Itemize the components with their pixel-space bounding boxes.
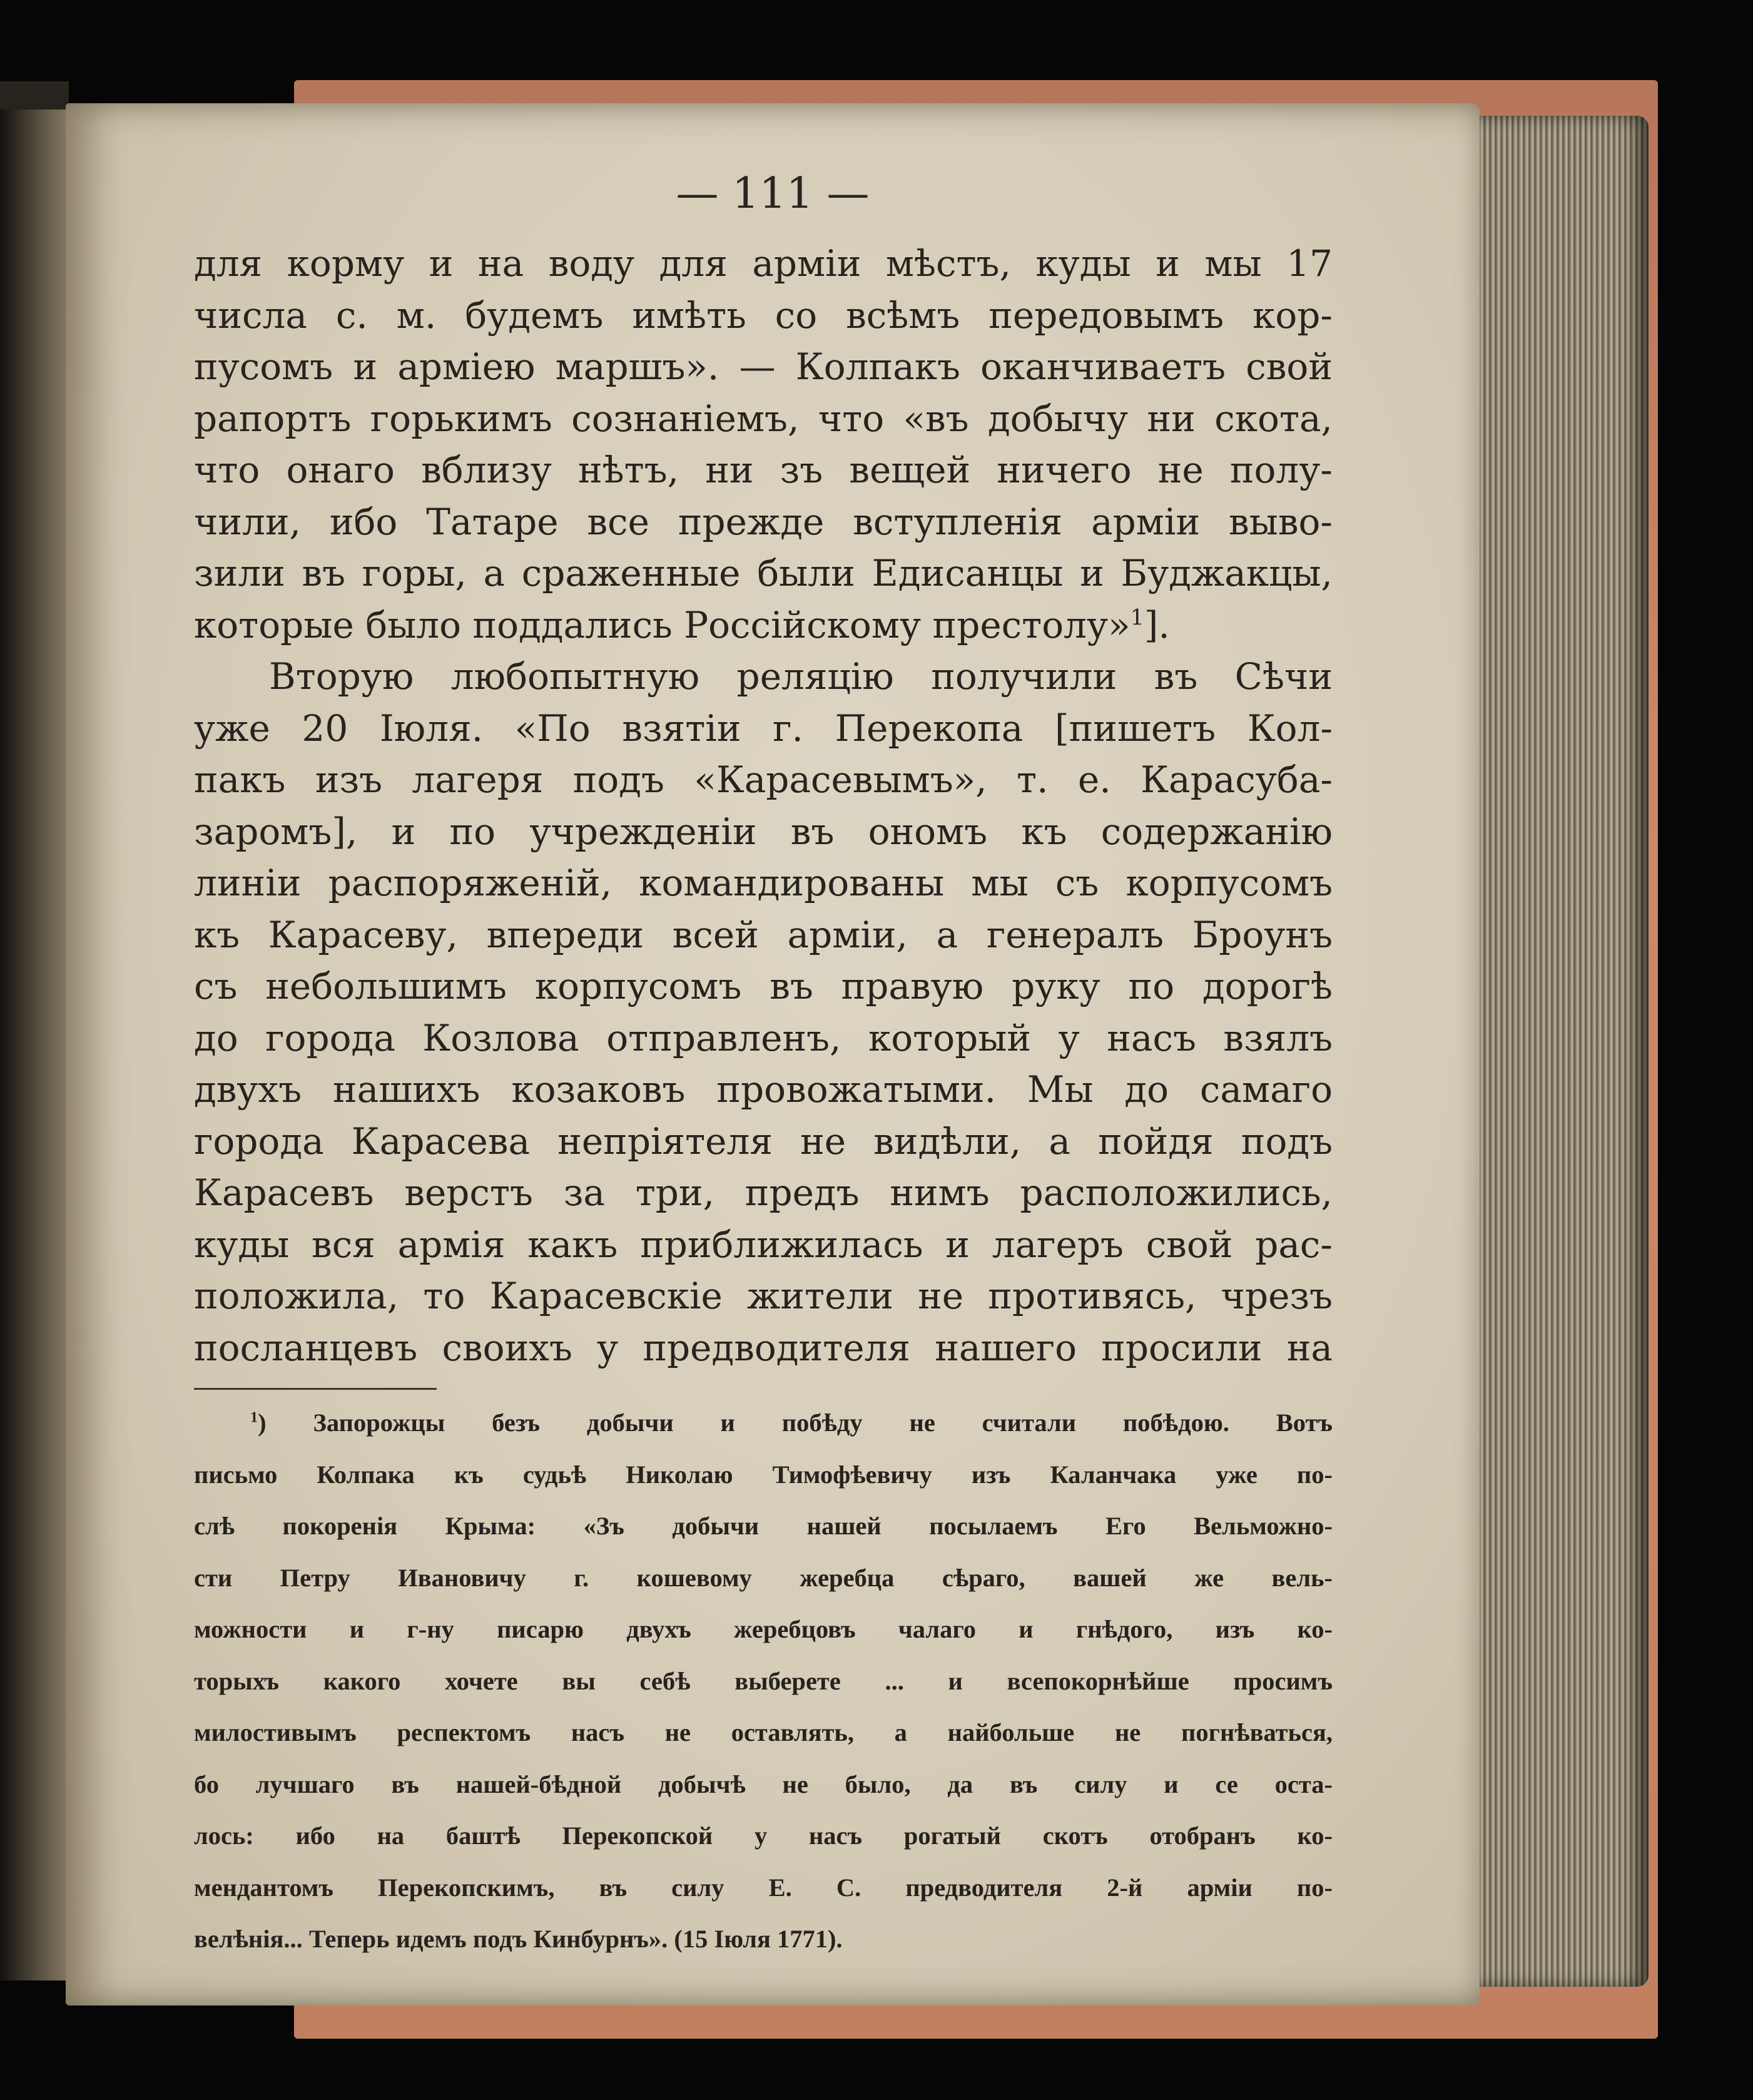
paragraph-first-line: Вторую любопытную реляцію получили въ Сѣчи (269, 655, 1333, 698)
text-line: положила, то Карасевскіе жители не противясь, чрезъ (194, 1275, 1333, 1317)
footnote-line: торыхъ какого хочете вы себѣ выберете ... и всепокорнѣйше просимъ (194, 1666, 1333, 1695)
text-line: съ небольшимъ корпусомъ въ правую руку по дорогѣ (194, 965, 1333, 1007)
page-block-edge (1467, 116, 1649, 1987)
text-line: рапортъ горькимъ сознаніемъ, что «въ добычу ни скота, (194, 397, 1333, 440)
text-line: что онаго вблизу нѣтъ, ни зъ вещей ничего не полу- (194, 449, 1333, 491)
footnote (194, 1402, 1333, 1970)
footnote-line: бо лучшаго въ нашей-бѣдной добычѣ не было, да въ силу и се оста- (194, 1770, 1333, 1798)
footnote-reference: 1 (1130, 605, 1144, 631)
text-line: которые было поддались Россійскому престолу» (194, 603, 1131, 646)
page-number: — 111 — (676, 169, 870, 218)
footnote-line: велѣнія... Теперь идемъ подъ Кинбурнъ». (15 Іюля 1771). (194, 1925, 843, 1953)
text-line: до города Козлова отправленъ, который у насъ взялъ (194, 1016, 1333, 1059)
text-line: уже 20 Іюля. «По взятіи г. Перекопа [пишетъ Кол- (194, 706, 1333, 750)
text-line: для корму и на воду для арміи мѣстъ, куды и мы 17 (194, 242, 1333, 285)
footnote-divider (194, 1388, 437, 1390)
footnote-line: слѣ покоренія Крыма: «Зъ добычи нашей посылаемъ Его Вельможно- (194, 1512, 1333, 1540)
footnote-reference-close: ]. (1144, 603, 1170, 646)
footnote-line: сти Петру Ивановичу г. кошевому жеребца сѣраго, вашей же вель- (194, 1563, 1333, 1592)
book-page (66, 103, 1480, 2006)
text-line: пакъ изъ лагеря подъ «Карасевымъ», т. е. Карасуба- (194, 758, 1333, 801)
footnote-first-line (194, 1402, 1333, 1454)
text-line: зили въ горы, а сраженные были Едисанцы и Буджакцы, (194, 552, 1333, 594)
text-line: числа с. м. будемъ имѣть со всѣмъ передовымъ кор- (194, 293, 1333, 337)
text-line: чили, ибо Татаре все прежде вступленія арміи выво- (194, 500, 1333, 543)
text-line: Карасевъ верстъ за три, предъ нимъ расположились, (194, 1171, 1333, 1214)
text-line: пусомъ и арміею маршъ». — Колпакъ оканчиваетъ свой (194, 345, 1333, 388)
text-line: заромъ], и по учрежденіи въ ономъ къ содержанію (194, 810, 1333, 853)
text-line: посланцевъ своихъ у предводителя нашего просили на (194, 1326, 1333, 1369)
main-text (194, 238, 1333, 1374)
text-line: города Карасева непріятеля не видѣли, а пойдя подъ (194, 1119, 1333, 1163)
footnote-line: письмо Колпака къ судьѣ Николаю Тимофѣевичу изъ Каланчака уже по- (194, 1460, 1333, 1489)
footnote-line: лось: ибо на баштѣ Перекопской у насъ рогатый скотъ отобранъ ко- (194, 1822, 1333, 1850)
text-line: куды вся армія какъ приближилась и лагеръ свой рас- (194, 1223, 1333, 1266)
footnote-marker: 1 (250, 1409, 258, 1426)
text-line-with-footnote-ref (194, 599, 1333, 651)
footnote-line: ) Запорожцы безъ добычи и побѣду не считали побѣдою. Вотъ (258, 1409, 1333, 1437)
text-line: къ Карасеву, впереди всей арміи, а генералъ Броунъ (194, 913, 1333, 956)
footnote-line: милостивымъ респектомъ насъ не оставлять, а найбольше не погнѣваться, (194, 1718, 1333, 1746)
text-line: линіи распоряженій, командированы мы съ корпусомъ (194, 862, 1333, 904)
footnote-line: мендантомъ Перекопскимъ, въ силу Е. С. предводителя 2-й арміи по- (194, 1873, 1333, 1902)
footnote-line: можности и г-ну писарю двухъ жеребцовъ чалаго и гнѣдого, изъ ко- (194, 1615, 1333, 1643)
text-line: двухъ нашихъ козаковъ провожатыми. Мы до самаго (194, 1068, 1333, 1111)
